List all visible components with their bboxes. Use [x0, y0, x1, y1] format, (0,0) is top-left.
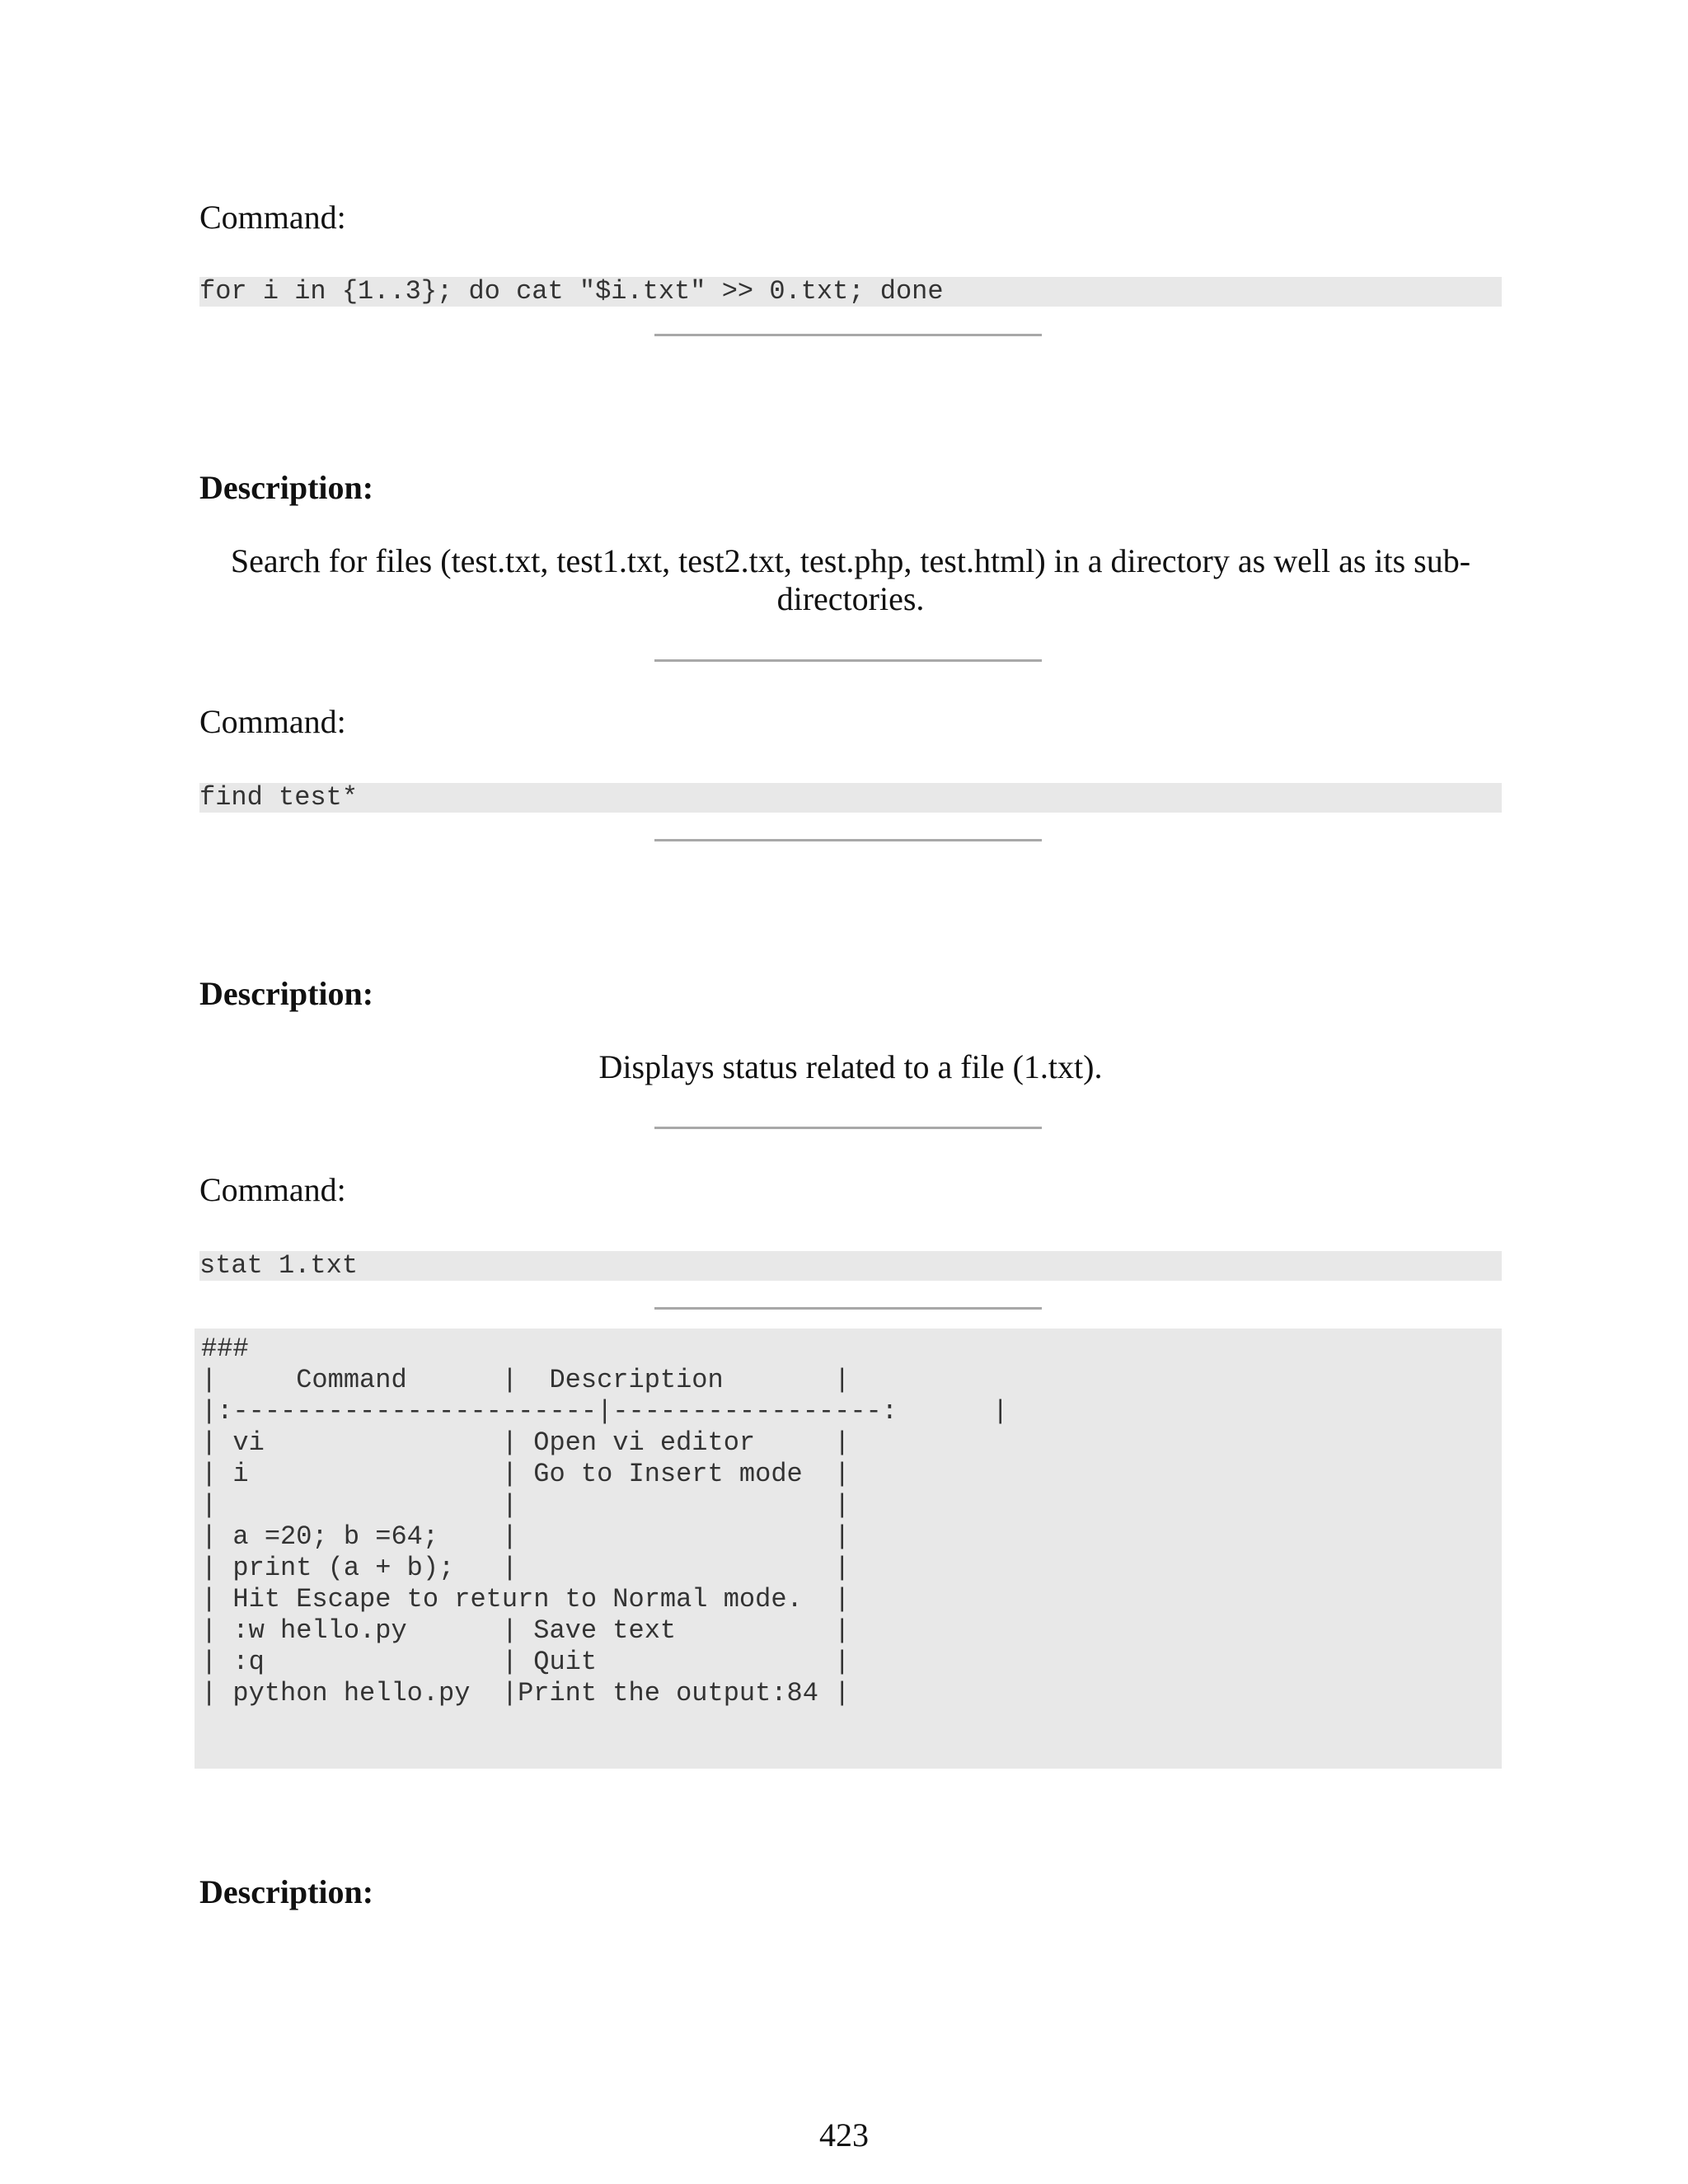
description-text: Displays status related to a file (1.txt).: [598, 1048, 1103, 1085]
code-line: | :q | Quit |: [201, 1647, 851, 1677]
description-label: Description:: [199, 975, 374, 1012]
code-line: | i | Go to Insert mode |: [201, 1459, 851, 1489]
code-line: | Command | Description |: [201, 1365, 851, 1395]
command-label: Command:: [199, 199, 346, 236]
description-text-line-1: Search for files (test.txt, test1.txt, test2.txt, test.php, test.html) in a directory as well as its sub-: [230, 542, 1471, 579]
command-label: Command:: [199, 703, 346, 740]
section-divider: [654, 659, 1042, 662]
code-line: | Hit Escape to return to Normal mode. |: [201, 1584, 851, 1615]
description-label: Description:: [199, 469, 374, 506]
page-number: 423: [819, 2116, 869, 2154]
code-line: | a =20; b =64; | |: [201, 1521, 851, 1552]
command-code: stat 1.txt: [199, 1251, 1502, 1281]
code-line: | print (a + b); | |: [201, 1553, 851, 1583]
description-text-line-2: directories.: [776, 580, 925, 617]
code-line: | :w hello.py | Save text |: [201, 1615, 851, 1646]
command-code: find test*: [199, 783, 1502, 813]
code-line: | vi | Open vi editor |: [201, 1427, 851, 1458]
code-line: ###: [201, 1333, 249, 1364]
section-divider: [654, 1127, 1042, 1129]
description-label: Description:: [199, 1873, 374, 1910]
section-divider: [654, 334, 1042, 336]
command-code: for i in {1..3}; do cat "$i.txt" >> 0.txt; done: [199, 277, 1502, 307]
code-block: [195, 1329, 1502, 1769]
command-label: Command:: [199, 1171, 346, 1208]
code-line: | | |: [201, 1490, 851, 1521]
section-divider: [654, 839, 1042, 841]
code-line: |:-----------------------|-----------------: |: [201, 1396, 1009, 1427]
section-divider: [654, 1307, 1042, 1310]
description-text: [199, 542, 1502, 618]
code-line: | python hello.py |Print the output:84 |: [201, 1678, 851, 1708]
